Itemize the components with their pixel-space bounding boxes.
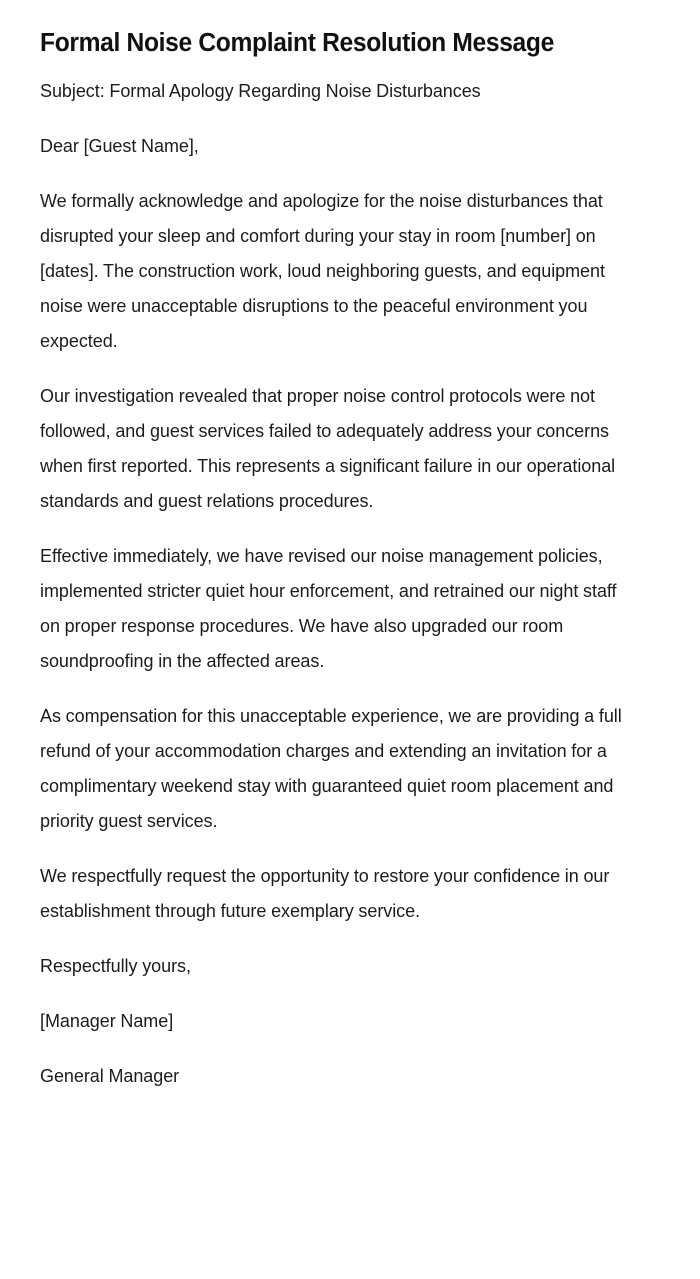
paragraph-corrective-actions: Effective immediately, we have revised our noise management policies, implemented stricter quiet hour enforcement, and retrained our night staff on proper response procedures. We have also upgraded our room soundproofing in the affected areas. (40, 546, 617, 671)
salutation: Dear [Guest Name], (40, 136, 199, 156)
subject-line: Subject: Formal Apology Regarding Noise Disturbances (40, 81, 481, 101)
paragraph-compensation: As compensation for this unacceptable experience, we are providing a full refund of your accommodation charges and extending an invitation for a complimentary weekend stay with guaranteed quiet room placement and priority guest services. (40, 706, 622, 831)
signature-name: [Manager Name] (40, 1011, 174, 1031)
paragraph-acknowledgement: We formally acknowledge and apologize for the noise disturbances that disrupted your sleep and comfort during your stay in room [number] on [dates]. The construction work, loud neighboring guests, and equipment noise were unacceptable disruptions to the peaceful environment you expected. (40, 191, 605, 351)
page-title: Formal Noise Complaint Resolution Message (40, 29, 554, 57)
paragraph-closing-request: We respectfully request the opportunity to restore your confidence in our establishment through future exemplary service. (40, 866, 610, 921)
sign-off: Respectfully yours, (40, 956, 191, 976)
paragraph-investigation: Our investigation revealed that proper noise control protocols were not followed, and guest services failed to adequately address your concerns when first reported. This represents a significant failure in our operational standards and guest relations procedures. (40, 386, 616, 511)
signature-title: General Manager (40, 1066, 180, 1086)
